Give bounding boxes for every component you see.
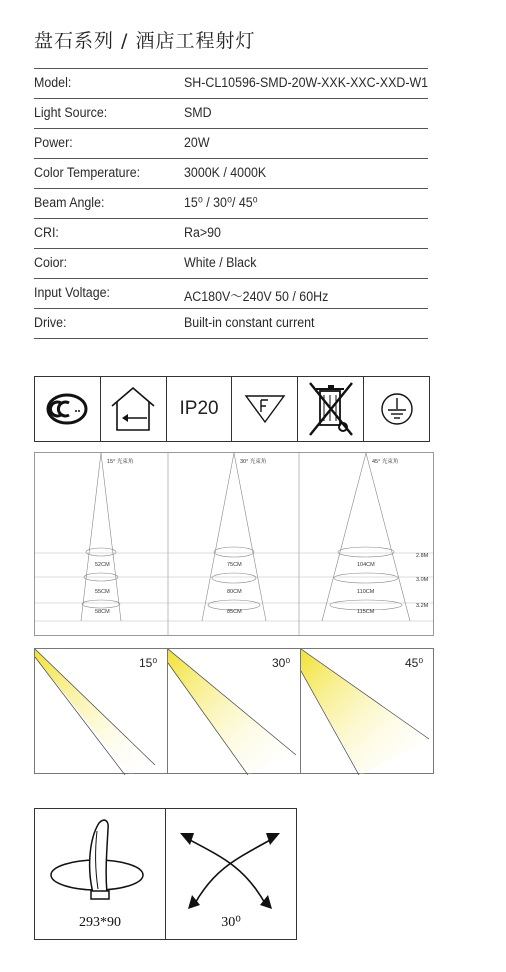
tilt-arrows-icon [188, 839, 272, 905]
beam-diameter-label: 104CM [357, 562, 375, 568]
spec-value: 15⁰ / 30⁰/ 45⁰ [184, 195, 258, 210]
tilt-panel [165, 808, 297, 940]
beam-angle-label: 15⁰ [139, 656, 158, 670]
spec-label: Input Voltage: [34, 285, 110, 300]
weee-crossed-bin-icon [298, 377, 364, 441]
beam-angle-panel-30 [167, 648, 301, 774]
distance-label: 2.8M [416, 553, 429, 559]
spec-row-power [34, 129, 428, 159]
distance-label: 3.0M [416, 577, 429, 583]
beam-diameter-label: 75CM [227, 562, 242, 568]
spec-label: Beam Angle: [34, 195, 105, 210]
spec-value: Built-in constant current [184, 315, 315, 330]
spec-row-input-voltage [34, 279, 428, 309]
size-caption: 293*90 [79, 915, 121, 930]
spec-value: AC180V～240V 50 / 60Hz [184, 289, 329, 304]
spec-row-color-temperature [34, 159, 428, 189]
spec-label: Light Source: [34, 105, 108, 120]
spec-label: Drive: [34, 315, 67, 330]
spec-value: 3000K / 4000K [184, 165, 267, 180]
spec-label: Coior: [34, 255, 68, 270]
ip-rating-label [167, 377, 233, 441]
spec-value: Ra>90 [184, 225, 221, 240]
spec-label: Power: [34, 135, 73, 150]
beam-angle-label-15: 15° 光束角 [107, 459, 134, 465]
beam-diameter-label: 85CM [227, 609, 242, 615]
spec-row-beam-angle [34, 189, 428, 219]
spec-row-model [34, 68, 428, 99]
spec-row-color [34, 249, 428, 279]
beam-angle-panel-15 [34, 648, 168, 774]
beam-diameter-label: 55CM [95, 589, 110, 595]
spec-value: White / Black [184, 255, 257, 270]
distance-label: 3.2M [416, 603, 429, 609]
beam-diameter-label: 80CM [227, 589, 242, 595]
spec-table [34, 68, 428, 339]
spec-label: Color Temperature: [34, 165, 141, 180]
spec-row-light-source [34, 99, 428, 129]
beam-angle-label-45: 45° 光束角 [372, 459, 399, 465]
ccc-icon [35, 377, 101, 441]
beam-spread-diagram [34, 452, 434, 636]
certification-strip [34, 376, 430, 442]
spec-value: SH-CL10596-SMD-20W-XXK-XXC-XXD-W1 [184, 75, 429, 90]
tilt-caption: 30⁰ [221, 915, 241, 930]
beam-cone-30 [202, 453, 266, 621]
spec-value: SMD [184, 105, 212, 120]
beam-angle-label-30: 30° 光束角 [240, 459, 267, 465]
beam-cone-15 [81, 453, 121, 621]
beam-angle-panel-45 [300, 648, 434, 774]
beam-diameter-label: 58CM [95, 609, 110, 615]
spec-row-drive [34, 309, 428, 339]
dimension-panels [34, 808, 296, 940]
beam-angle-label: 30⁰ [272, 656, 291, 670]
spec-value: 20W [184, 135, 210, 150]
spec-label: CRI: [34, 225, 59, 240]
spec-label: Model: [34, 75, 72, 90]
beam-diameter-label: 52CM [95, 562, 110, 568]
size-panel [34, 808, 166, 940]
page-title: 盘石系列 / 酒店工程射灯 [34, 30, 256, 52]
f-mark-triangle-icon [232, 377, 298, 441]
fixture-outline-icon [51, 820, 143, 899]
indoor-house-icon [101, 377, 167, 441]
spec-row-cri [34, 219, 428, 249]
ip-rating: IP20 [179, 398, 219, 419]
beam-cone-45 [322, 453, 410, 621]
beam-diameter-label: 110CM [357, 589, 375, 595]
earth-ground-icon [364, 377, 429, 441]
beam-angle-panels [34, 648, 428, 774]
beam-diameter-label: 115CM [357, 609, 375, 615]
beam-angle-label: 45⁰ [405, 656, 424, 670]
